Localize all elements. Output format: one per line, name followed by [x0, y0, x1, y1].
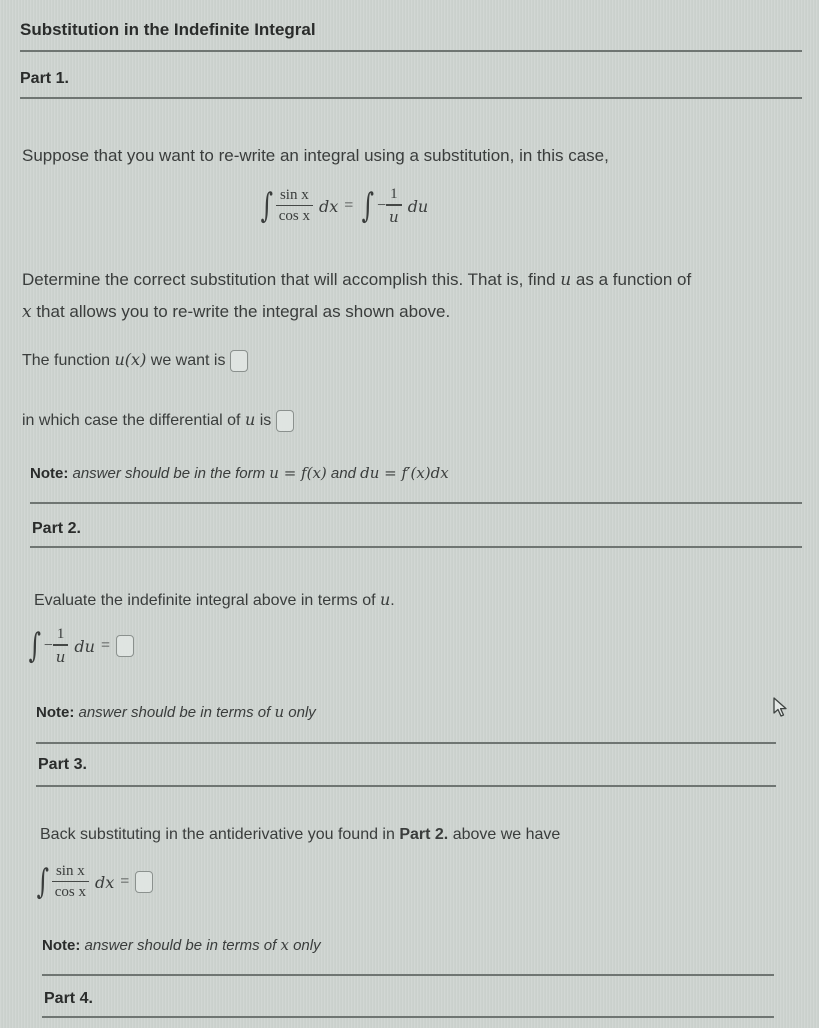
- u-of-x-answer-input[interactable]: [230, 350, 248, 372]
- math-u-of-x: u(x): [114, 350, 147, 370]
- part3-equation: [34, 862, 153, 902]
- part3-label: Part 3.: [38, 756, 87, 773]
- intro-text: .: [390, 592, 395, 609]
- fraction-denominator: u: [55, 647, 66, 666]
- intro-text: above we have: [448, 826, 561, 843]
- differential-dx: dx: [318, 196, 339, 216]
- part1-bottom-divider: [30, 502, 802, 504]
- equals-sign: =: [100, 637, 110, 654]
- math-var-x: x: [22, 302, 32, 322]
- page-title: Substitution in the Indefinite Integral: [20, 20, 316, 39]
- part1-equation: [258, 186, 428, 226]
- part2-reference: Part 2.: [399, 826, 449, 843]
- differential-du: du: [74, 636, 95, 656]
- fraction-numerator: sin x: [55, 862, 85, 879]
- fraction-numerator: 1: [56, 626, 65, 643]
- part2-equation: [26, 626, 134, 666]
- intro-text: Evaluate the indefinite integral above in terms of: [34, 592, 380, 609]
- integral-sign-icon: ∫: [36, 862, 50, 902]
- part2-divider: [30, 546, 802, 548]
- part3-bottom-divider: [42, 974, 774, 976]
- note-text: answer should be in terms of: [80, 937, 281, 954]
- math-var-x: x: [280, 936, 289, 954]
- question-text: in which case the differential of: [22, 412, 245, 430]
- fraction-sin-over-cos: [276, 187, 313, 226]
- part2-note: [36, 703, 316, 721]
- note-label: Note:: [36, 704, 75, 721]
- part4-divider: [42, 1016, 774, 1018]
- integral-sign-icon: ∫: [28, 626, 42, 666]
- note-text: answer should be in terms of: [74, 704, 275, 721]
- part1-instruction-line1: [22, 270, 691, 290]
- equals-sign: =: [120, 873, 130, 890]
- note-math-du-equals: du = f′(x)dx: [360, 464, 449, 482]
- note-text: only: [284, 704, 316, 721]
- math-var-u: u: [379, 590, 391, 609]
- note-text: answer should be in the form: [68, 465, 270, 482]
- differential-dx: dx: [94, 872, 115, 892]
- fraction-denominator: cos x: [54, 884, 86, 901]
- part1-instruction-line2: [22, 302, 450, 322]
- part1-intro: Suppose that you want to re-write an integral using a substitution, in this case,: [22, 146, 609, 165]
- part3-note: [42, 936, 321, 954]
- note-text: only: [288, 937, 321, 954]
- question-text: we want is: [146, 352, 226, 370]
- instruction-text: that allows you to re-write the integral as shown above.: [31, 302, 451, 321]
- equals-sign: =: [344, 197, 354, 214]
- fraction-numerator: 1: [390, 186, 398, 203]
- intro-text: Back substituting in the antiderivative you found in: [40, 826, 400, 843]
- fraction-one-over-u: [386, 186, 402, 226]
- part3-divider: [36, 785, 776, 787]
- minus-sign: −: [376, 197, 387, 214]
- part3-intro: [40, 826, 560, 844]
- instruction-text: as a function of: [571, 270, 692, 289]
- title-divider: [20, 50, 802, 52]
- part1-question1: [22, 350, 248, 372]
- du-answer-input[interactable]: [276, 410, 294, 432]
- part1-question2: [22, 410, 294, 432]
- note-text: and: [326, 465, 361, 482]
- fraction-denominator: u: [389, 207, 399, 226]
- fraction-one-over-u: [53, 626, 69, 666]
- part2-intro: [34, 590, 395, 610]
- note-label: Note:: [30, 465, 69, 482]
- math-var-u: u: [560, 270, 572, 290]
- part1-label: Part 1.: [20, 70, 69, 87]
- part2-bottom-divider: [36, 742, 776, 744]
- question-text: The function: [22, 352, 115, 370]
- part2-label: Part 2.: [32, 520, 81, 537]
- math-var-u: u: [244, 410, 256, 430]
- differential-du: du: [407, 196, 429, 216]
- minus-sign: −: [43, 637, 53, 654]
- part4-label: Part 4.: [44, 990, 93, 1007]
- math-var-u: u: [274, 703, 285, 721]
- instruction-text: Determine the correct substitution that will accomplish this. That is, find: [22, 270, 561, 289]
- integral-sign-icon: ∫: [260, 186, 274, 226]
- integral-sign-icon: ∫: [361, 186, 375, 226]
- integral-x-answer-input[interactable]: [135, 871, 153, 893]
- question-text: is: [255, 412, 272, 430]
- integral-u-answer-input[interactable]: [116, 635, 134, 657]
- fraction-denominator: cos x: [278, 208, 310, 225]
- part1-divider: [20, 97, 802, 99]
- note-label: Note:: [42, 937, 81, 954]
- mouse-cursor-icon: [773, 697, 789, 719]
- note-math-u-equals-fx: u = f(x): [269, 464, 327, 482]
- part1-note: [30, 464, 449, 482]
- fraction-numerator: sin x: [279, 186, 309, 203]
- fraction-sin-over-cos: [52, 863, 89, 902]
